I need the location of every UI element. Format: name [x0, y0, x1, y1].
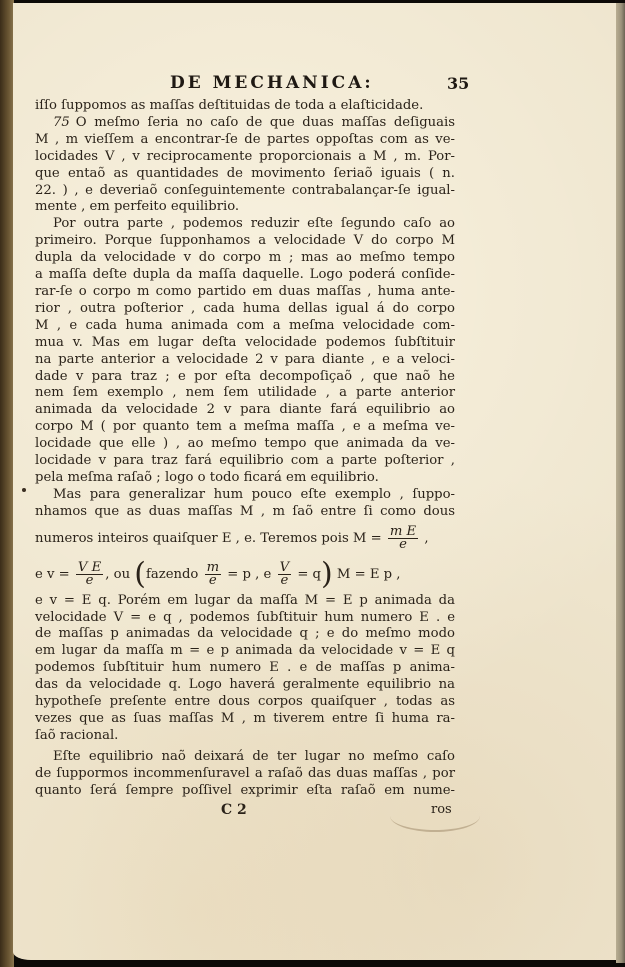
formula-word: fazendo: [146, 566, 199, 582]
formula-mid: = p , e: [227, 566, 272, 582]
catchword: ros: [431, 801, 452, 817]
text-line: rior , outra poſterior , cada huma dellas igual á do corpo: [35, 300, 455, 316]
fraction-VE-over-e: [76, 559, 103, 588]
text-line: Eſte equilibrio naõ deixará de ter lugar no meſmo caſo: [53, 748, 455, 764]
text-line: dade v para traz ; e por eſta decompoſiçaõ , que naõ he: [35, 368, 455, 384]
text-line: primeiro. Porque ſupponhamos a velocidade V do corpo M: [35, 233, 455, 249]
text-line: Por outra parte , podemos reduzir eſte ſegundo caſo ao: [53, 216, 455, 232]
fraction-m-over-e: [205, 559, 222, 588]
formula-mid: = q: [297, 566, 321, 582]
text-line: nem ſem exemplo , nem ſem utilidade , a parte anterior: [35, 385, 455, 401]
text-line: podemos ſubſtituir hum numero E . e de maſſas p anima-: [35, 660, 455, 676]
text-line: mua v. Mas em lugar deſta velocidade podemos ſubſtituir: [35, 334, 455, 350]
formula-text: numeros inteiros quaiſquer E , e. Teremos pois M =: [35, 530, 382, 546]
formula-mid: , ou: [105, 566, 131, 582]
paragraph-2: [35, 115, 455, 216]
margin-mark: [22, 488, 26, 492]
text-line: na parte anterior a velocidade 2 v para diante , e a veloci-: [35, 351, 455, 367]
text-line: a maſſa deſte dupla da maſſa daquelle. Logo poderá conſide-: [35, 267, 455, 283]
fraction-denominator: e: [85, 572, 94, 588]
formula-line-2: [35, 557, 455, 593]
formula-tail: M = E p ,: [336, 566, 401, 582]
page-footer: [35, 802, 455, 822]
page-number: 35: [447, 74, 470, 93]
fraction-numerator: m: [206, 559, 220, 575]
paragraph-5: [35, 749, 455, 800]
text-line: rar-ſe o corpo m como partido em duas maſſas , huma ante-: [35, 283, 455, 299]
page-edge: [616, 3, 625, 963]
fraction-denominator: e: [399, 536, 407, 552]
signature-mark: C 2: [221, 801, 247, 818]
fraction-denominator: e: [208, 572, 217, 588]
text-line: nhamos que as duas maſſas M , m ſaõ entre ſi como dous: [35, 503, 455, 519]
text-line: animada da velocidade 2 v para diante fará equilibrio ao: [35, 402, 455, 418]
text-line: [35, 115, 455, 132]
fraction-numerator: V E: [77, 559, 102, 575]
fraction-numerator: V: [279, 559, 290, 575]
text-line: ſaõ racional.: [35, 727, 119, 743]
text-line: locidade que elle ) , ao meſmo tempo que animada da ve-: [35, 436, 455, 452]
book-spine: [0, 0, 14, 967]
text-line: 22. ) , e deveriaõ conſeguintemente contrabalançar-ſe igual-: [35, 182, 455, 198]
fraction-numerator: m E: [389, 523, 417, 539]
section-number: 75: [53, 114, 70, 130]
text-line: em lugar da maſſa m = e p animada da velocidade v = E q: [35, 643, 455, 659]
paragraph-3: [35, 216, 455, 487]
page-text-block: [35, 64, 470, 822]
formula-punct: ,: [424, 530, 429, 546]
text-line: de maſſas p animadas da velocidade q ; e do meſmo modo: [35, 626, 455, 642]
close-paren: ): [321, 556, 333, 592]
text-line: locidades V , v reciprocamente proporcionais a M , m. Por-: [35, 148, 455, 164]
text-line: vezes que as ſuas maſſas M , m tiverem entre ſi huma ra-: [35, 711, 455, 726]
text-line: pela meſma raſaõ ; logo o todo ficará em equilibrio.: [35, 469, 379, 485]
fraction-denominator: e: [280, 572, 289, 588]
text-line: M , m vieſſem a encontrar-ſe de partes oppoſtas com as ve-: [35, 131, 455, 147]
formula-line-1: [35, 521, 455, 557]
text-line: de ſuppormos incommenſuravel a raſaõ das duas maſſas , por: [35, 765, 455, 781]
text-line: corpo M ( por quanto tem a meſma maſſa , e a meſma ve-: [35, 419, 455, 435]
text-line-content: O meſmo ſeria no caſo de que duas maſſas deſiguais: [75, 114, 455, 130]
text-line: hypotheſe preſente entre dous corpos quaiſquer , todas as: [35, 694, 455, 710]
text-line: dupla da velocidade v do corpo m ; mas ao meſmo tempo: [35, 250, 455, 266]
text-line: das da velocidade q. Logo haverá geralmente equilibrio na: [35, 677, 455, 693]
text-line: M , e cada huma animada com a meſma velocidade com-: [35, 317, 455, 333]
paragraph-1: [35, 98, 455, 115]
text-line: locidade v para traz fará equilibrio com a parte poſterior ,: [35, 453, 455, 469]
text-line: quanto ſerá ſempre poſſivel exprimir eſta raſaõ em nume-: [35, 782, 455, 798]
page-header: [35, 64, 470, 98]
text-line: que entaõ as quantidades de movimento ſeriaõ iguais ( n.: [35, 165, 455, 181]
paragraph-4: [35, 487, 455, 745]
text-line: velocidade V = e q , podemos ſubſtituir hum numero E . e: [35, 609, 455, 625]
text-line: iſſo ſuppomos as maſſas deſtituidas de toda a elaſticidade.: [35, 98, 424, 113]
text-line: Mas para generalizar hum pouco eſte exemplo , ſuppo-: [53, 486, 455, 502]
fraction-V-over-e: [278, 559, 292, 588]
running-title: DE MECHANICA:: [170, 73, 374, 93]
text-line: e v = E q. Porém em lugar da maſſa M = E p animada da: [35, 592, 455, 608]
open-paren: (: [134, 556, 146, 592]
fraction-mE-over-e: [388, 523, 418, 552]
formula-lead: e v =: [35, 566, 70, 582]
text-line: mente , em perfeito equilibrio.: [35, 199, 240, 215]
